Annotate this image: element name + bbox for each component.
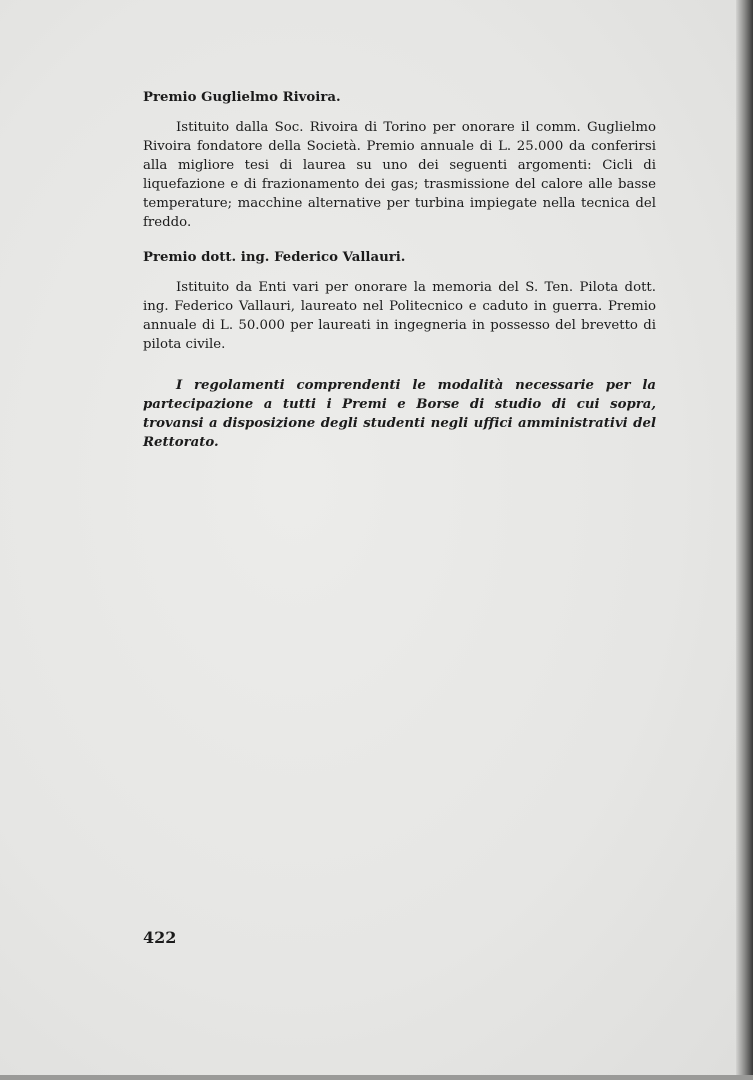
page-edge-shadow — [736, 0, 753, 1080]
paragraph-premio-rivoira: Istituito dalla Soc. Rivoira di Torino per onorare il comm. Guglielmo Rivoira fondatore della Società. Premio annuale di L. 25.000 da conferirsi alla migliore tesi di laurea su uno dei seguenti argomenti: Cicli di liquefazione e di frazionamento dei gas; trasmissione del calore alle basse temperature; macchine alternative per turbina impiegate nella tecnica del freddo. — [143, 120, 656, 230]
page-number: 422 — [143, 928, 177, 947]
heading-premio-vallauri: Premio dott. ing. Federico Vallauri. — [143, 250, 406, 265]
page-bottom-edge — [0, 1075, 753, 1080]
paragraph-premio-vallauri: Istituito da Enti vari per onorare la memoria del S. Ten. Pilota dott. ing. Federico Vallauri, laureato nel Politecnico e caduto in guerra. Premio annuale di L. 50.000 per laureati in ingegneria in possesso del brevetto di pilota civile. — [143, 280, 656, 352]
heading-premio-rivoira: Premio Guglielmo Rivoira. — [143, 90, 341, 105]
regulations-note: I regolamenti comprendenti le modalità necessarie per la partecipazione a tutti i Premi e Borse di studio di cui sopra, trovansi a disposizione degli studenti negli uffici amministrativi del Rettorato. — [143, 378, 656, 450]
